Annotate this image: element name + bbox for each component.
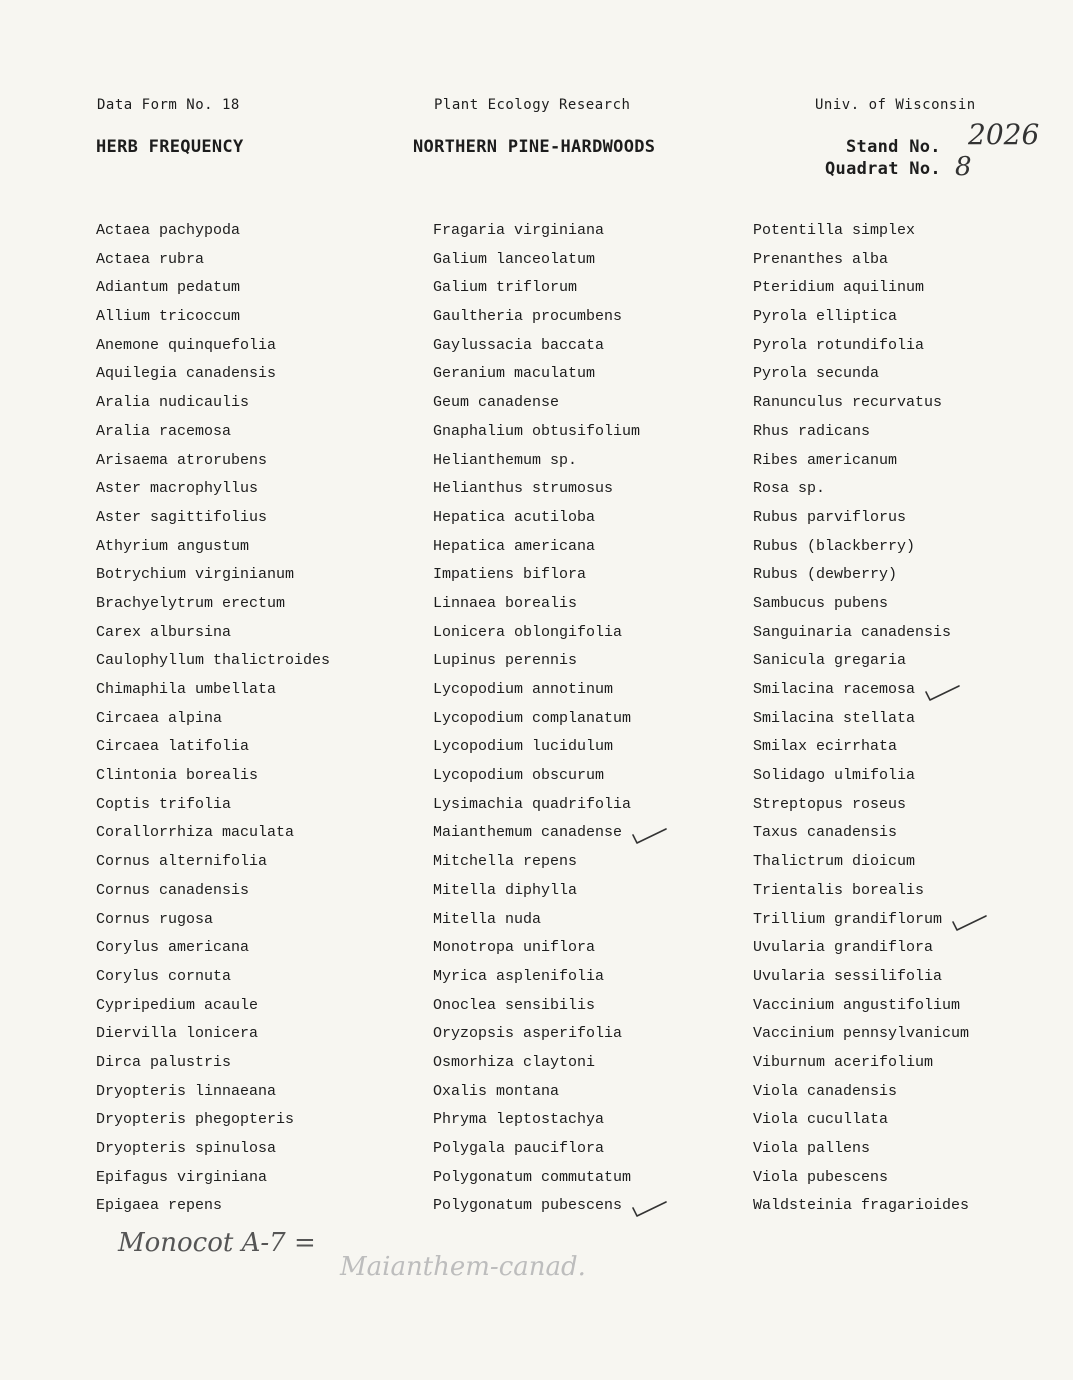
quadrat-label: Quadrat No. — [825, 159, 941, 179]
species-name: Uvularia sessilifolia — [753, 967, 943, 985]
species-name: Maianthemum canadense — [433, 824, 623, 842]
species-item — [96, 676, 330, 705]
page-title: HERB FREQUENCY — [96, 137, 244, 157]
species-item — [753, 447, 969, 476]
species-name: Anemone quinquefolia — [96, 336, 277, 354]
species-name: Aster sagittifolius — [96, 508, 268, 526]
species-item — [433, 791, 640, 820]
species-name: Aralia nudicaulis — [96, 394, 250, 412]
species-item — [96, 992, 330, 1021]
species-item — [96, 1020, 330, 1049]
species-name: Cornus rugosa — [96, 910, 214, 928]
species-item — [433, 733, 640, 762]
species-name: Coptis trifolia — [96, 795, 232, 813]
species-item — [96, 303, 330, 332]
species-name: Corylus americana — [96, 939, 250, 957]
species-item — [433, 504, 640, 533]
species-item — [753, 705, 969, 734]
species-column-2 — [433, 217, 640, 1221]
species-name: Lycopodium obscurum — [433, 767, 605, 785]
species-name: Vaccinium pennsylvanicum — [753, 1025, 970, 1043]
species-item — [753, 590, 969, 619]
species-item — [433, 1135, 640, 1164]
species-name: Pteridium aquilinum — [753, 279, 925, 297]
species-item — [753, 619, 969, 648]
check-mark-icon — [950, 908, 990, 932]
species-item — [753, 246, 969, 275]
species-name: Polygala pauciflora — [433, 1140, 605, 1157]
species-name: Linnaea borealis — [433, 594, 578, 612]
species-name: Dryopteris linnaeana — [96, 1082, 277, 1100]
species-item — [433, 590, 640, 619]
species-item — [96, 360, 330, 389]
species-name: Smilacina stellata — [753, 709, 916, 727]
species-name: Monotropa uniflora — [433, 939, 596, 957]
species-name: Cornus canadensis — [96, 881, 250, 899]
species-item — [433, 906, 640, 935]
species-name: Lonicera oblongifolia — [433, 623, 623, 641]
species-item — [96, 561, 330, 590]
species-item — [433, 418, 640, 447]
species-name: Geranium maculatum — [433, 365, 596, 383]
stand-value: 2026 — [968, 118, 1040, 151]
species-item — [96, 389, 330, 418]
species-item — [753, 389, 969, 418]
species-name: Viola pallens — [753, 1140, 871, 1157]
species-item — [433, 360, 640, 389]
species-item — [96, 963, 330, 992]
species-name: Pyrola elliptica — [753, 308, 898, 326]
species-name: Streptopus roseus — [753, 795, 907, 813]
check-mark-icon — [630, 1194, 670, 1218]
species-item — [433, 217, 640, 246]
species-item — [433, 963, 640, 992]
species-item — [96, 848, 330, 877]
species-item — [753, 1049, 969, 1078]
species-item — [96, 533, 330, 562]
handwritten-note-maianthemum: Maianthem-canad. — [340, 1252, 586, 1282]
species-item — [433, 1106, 640, 1135]
species-name: Pyrola rotundifolia — [753, 336, 925, 354]
species-name: Rhus radicans — [753, 422, 871, 440]
species-item — [433, 1020, 640, 1049]
species-name: Brachyelytrum erectum — [96, 594, 286, 612]
university-label: Univ. of Wisconsin — [815, 97, 976, 113]
species-item — [96, 906, 330, 935]
species-item — [433, 762, 640, 791]
species-name: Actaea pachypoda — [96, 222, 241, 239]
species-item — [433, 447, 640, 476]
species-name: Helianthus strumosus — [433, 480, 614, 498]
species-name: Lupinus perennis — [433, 652, 578, 670]
species-name: Gaylussacia baccata — [433, 336, 605, 354]
species-item — [753, 274, 969, 303]
species-name: Geum canadense — [433, 394, 560, 412]
species-item — [753, 733, 969, 762]
species-item — [753, 504, 969, 533]
species-name: Actaea rubra — [96, 250, 205, 268]
species-item — [96, 1078, 330, 1107]
species-name: Clintonia borealis — [96, 767, 259, 785]
species-item — [96, 1164, 330, 1193]
species-name: Viola cucullata — [753, 1111, 889, 1129]
species-item — [753, 360, 969, 389]
species-item — [96, 1049, 330, 1078]
species-item — [96, 819, 330, 848]
species-item — [753, 934, 969, 963]
species-item — [96, 447, 330, 476]
species-item — [753, 676, 969, 705]
species-item — [753, 1078, 969, 1107]
species-name: Ranunculus recurvatus — [753, 394, 943, 412]
species-name: Galium lanceolatum — [433, 250, 596, 268]
species-item — [433, 647, 640, 676]
species-name: Gnaphalium obtusifolium — [433, 422, 641, 440]
species-name: Dryopteris phegopteris — [96, 1111, 295, 1129]
species-name: Ribes americanum — [753, 451, 898, 469]
species-item — [433, 1164, 640, 1193]
species-column-3 — [753, 217, 969, 1221]
species-item — [753, 791, 969, 820]
species-item — [753, 992, 969, 1021]
species-item — [96, 1192, 330, 1221]
species-item — [753, 1020, 969, 1049]
species-name: Impatiens biflora — [433, 566, 587, 584]
species-name: Viburnum acerifolium — [753, 1053, 934, 1071]
species-name: Rubus parviflorus — [753, 508, 907, 526]
species-item — [433, 475, 640, 504]
species-name: Hepatica americana — [433, 537, 596, 555]
species-item — [753, 1164, 969, 1193]
check-mark-icon — [630, 821, 670, 845]
species-item — [96, 332, 330, 361]
species-item — [96, 791, 330, 820]
species-name: Gaultheria procumbens — [433, 308, 623, 326]
species-name: Phryma leptostachya — [433, 1111, 605, 1129]
species-name: Uvularia grandiflora — [753, 939, 934, 957]
species-name: Osmorhiza claytoni — [433, 1053, 596, 1071]
species-item — [433, 1078, 640, 1107]
species-name: Oxalis montana — [433, 1082, 560, 1100]
species-name: Aster macrophyllus — [96, 480, 259, 498]
species-name: Arisaema atrorubens — [96, 451, 268, 469]
species-item — [753, 303, 969, 332]
species-name: Oryzopsis asperifolia — [433, 1025, 623, 1043]
species-name: Smilacina racemosa — [753, 681, 916, 698]
species-item — [96, 762, 330, 791]
species-name: Lycopodium complanatum — [433, 709, 632, 727]
species-name: Sanicula gregaria — [753, 652, 907, 670]
species-name: Rubus (dewberry) — [753, 566, 898, 584]
species-item — [96, 733, 330, 762]
species-name: Chimaphila umbellata — [96, 681, 277, 698]
species-item — [96, 647, 330, 676]
species-item — [96, 246, 330, 275]
species-name: Mitchella repens — [433, 853, 578, 871]
species-name: Caulophyllum thalictroides — [96, 652, 331, 670]
species-name: Vaccinium angustifolium — [753, 996, 961, 1014]
species-name: Rubus (blackberry) — [753, 537, 916, 555]
species-name: Lycopodium lucidulum — [433, 738, 614, 756]
species-item — [433, 992, 640, 1021]
species-name: Epifagus virginiana — [96, 1168, 268, 1186]
species-item — [753, 1192, 969, 1221]
species-name: Epigaea repens — [96, 1197, 223, 1215]
species-item — [433, 619, 640, 648]
species-name: Prenanthes alba — [753, 250, 889, 268]
check-mark-icon — [923, 678, 963, 702]
species-item — [96, 934, 330, 963]
species-name: Cypripedium acaule — [96, 996, 259, 1014]
species-name: Lycopodium annotinum — [433, 681, 614, 698]
species-item — [753, 1106, 969, 1135]
species-item — [753, 963, 969, 992]
page-subtitle: NORTHERN PINE-HARDWOODS — [413, 137, 656, 157]
species-name: Adiantum pedatum — [96, 279, 241, 297]
species-item — [96, 590, 330, 619]
species-name: Sanguinaria canadensis — [753, 623, 952, 641]
species-name: Circaea latifolia — [96, 738, 250, 756]
species-name: Aralia racemosa — [96, 422, 232, 440]
species-item — [433, 819, 640, 848]
species-item — [753, 848, 969, 877]
species-name: Mitella nuda — [433, 910, 542, 928]
species-name: Thalictrum dioicum — [753, 853, 916, 871]
species-name: Athyrium angustum — [96, 537, 250, 555]
species-item — [96, 877, 330, 906]
species-name: Trillium grandiflorum — [753, 910, 943, 928]
species-item — [753, 332, 969, 361]
species-item — [433, 1192, 640, 1221]
species-item — [433, 1049, 640, 1078]
species-item — [753, 877, 969, 906]
species-item — [96, 705, 330, 734]
species-name: Waldsteinia fragarioides — [753, 1197, 970, 1215]
species-item — [96, 619, 330, 648]
species-name: Solidago ulmifolia — [753, 767, 916, 785]
species-item — [753, 217, 969, 246]
species-item — [96, 217, 330, 246]
species-name: Corylus cornuta — [96, 967, 232, 985]
species-name: Diervilla lonicera — [96, 1025, 259, 1043]
species-name: Dirca palustris — [96, 1053, 232, 1071]
species-item — [433, 246, 640, 275]
species-name: Circaea alpina — [96, 709, 223, 727]
species-item — [433, 705, 640, 734]
species-item — [433, 934, 640, 963]
species-item — [433, 877, 640, 906]
species-item — [433, 389, 640, 418]
species-item — [753, 762, 969, 791]
species-name: Mitella diphylla — [433, 881, 578, 899]
form-number: Data Form No. 18 — [97, 97, 240, 113]
species-name: Fragaria virginiana — [433, 222, 605, 239]
species-name: Polygonatum pubescens — [433, 1197, 623, 1215]
species-item — [753, 647, 969, 676]
species-name: Pyrola secunda — [753, 365, 880, 383]
species-item — [433, 561, 640, 590]
species-name: Helianthemum sp. — [433, 451, 578, 469]
species-name: Taxus canadensis — [753, 824, 898, 842]
research-label: Plant Ecology Research — [434, 97, 631, 113]
species-column-1 — [96, 217, 330, 1221]
species-item — [96, 274, 330, 303]
species-item — [753, 1135, 969, 1164]
species-name: Trientalis borealis — [753, 881, 925, 899]
species-item — [96, 1106, 330, 1135]
species-item — [433, 533, 640, 562]
species-name: Sambucus pubens — [753, 594, 889, 612]
species-item — [96, 1135, 330, 1164]
species-name: Hepatica acutiloba — [433, 508, 596, 526]
species-item — [753, 561, 969, 590]
species-name: Myrica asplenifolia — [433, 967, 605, 985]
species-name: Galium triflorum — [433, 279, 578, 297]
species-item — [753, 418, 969, 447]
quadrat-value: 8 — [955, 152, 972, 182]
species-item — [96, 418, 330, 447]
species-name: Onoclea sensibilis — [433, 996, 596, 1014]
species-name: Cornus alternifolia — [96, 853, 268, 871]
species-item — [433, 303, 640, 332]
species-name: Allium tricoccum — [96, 308, 241, 326]
species-item — [96, 504, 330, 533]
species-item — [753, 475, 969, 504]
species-name: Aquilegia canadensis — [96, 365, 277, 383]
species-name: Smilax ecirrhata — [753, 738, 898, 756]
species-item — [433, 848, 640, 877]
handwritten-note-monocot: Monocot A-7 = — [118, 1228, 316, 1258]
species-name: Corallorrhiza maculata — [96, 824, 295, 842]
species-item — [433, 274, 640, 303]
species-item — [96, 475, 330, 504]
species-name: Carex albursina — [96, 623, 232, 641]
species-name: Viola canadensis — [753, 1082, 898, 1100]
species-item — [753, 533, 969, 562]
species-name: Potentilla simplex — [753, 222, 916, 239]
stand-label: Stand No. — [846, 137, 941, 157]
species-name: Viola pubescens — [753, 1168, 889, 1186]
species-name: Botrychium virginianum — [96, 566, 295, 584]
species-item — [753, 906, 969, 935]
species-item — [433, 332, 640, 361]
species-name: Rosa sp. — [753, 480, 826, 498]
species-name: Polygonatum commutatum — [433, 1168, 632, 1186]
species-name: Lysimachia quadrifolia — [433, 795, 632, 813]
species-item — [753, 819, 969, 848]
species-name: Dryopteris spinulosa — [96, 1140, 277, 1157]
species-item — [433, 676, 640, 705]
